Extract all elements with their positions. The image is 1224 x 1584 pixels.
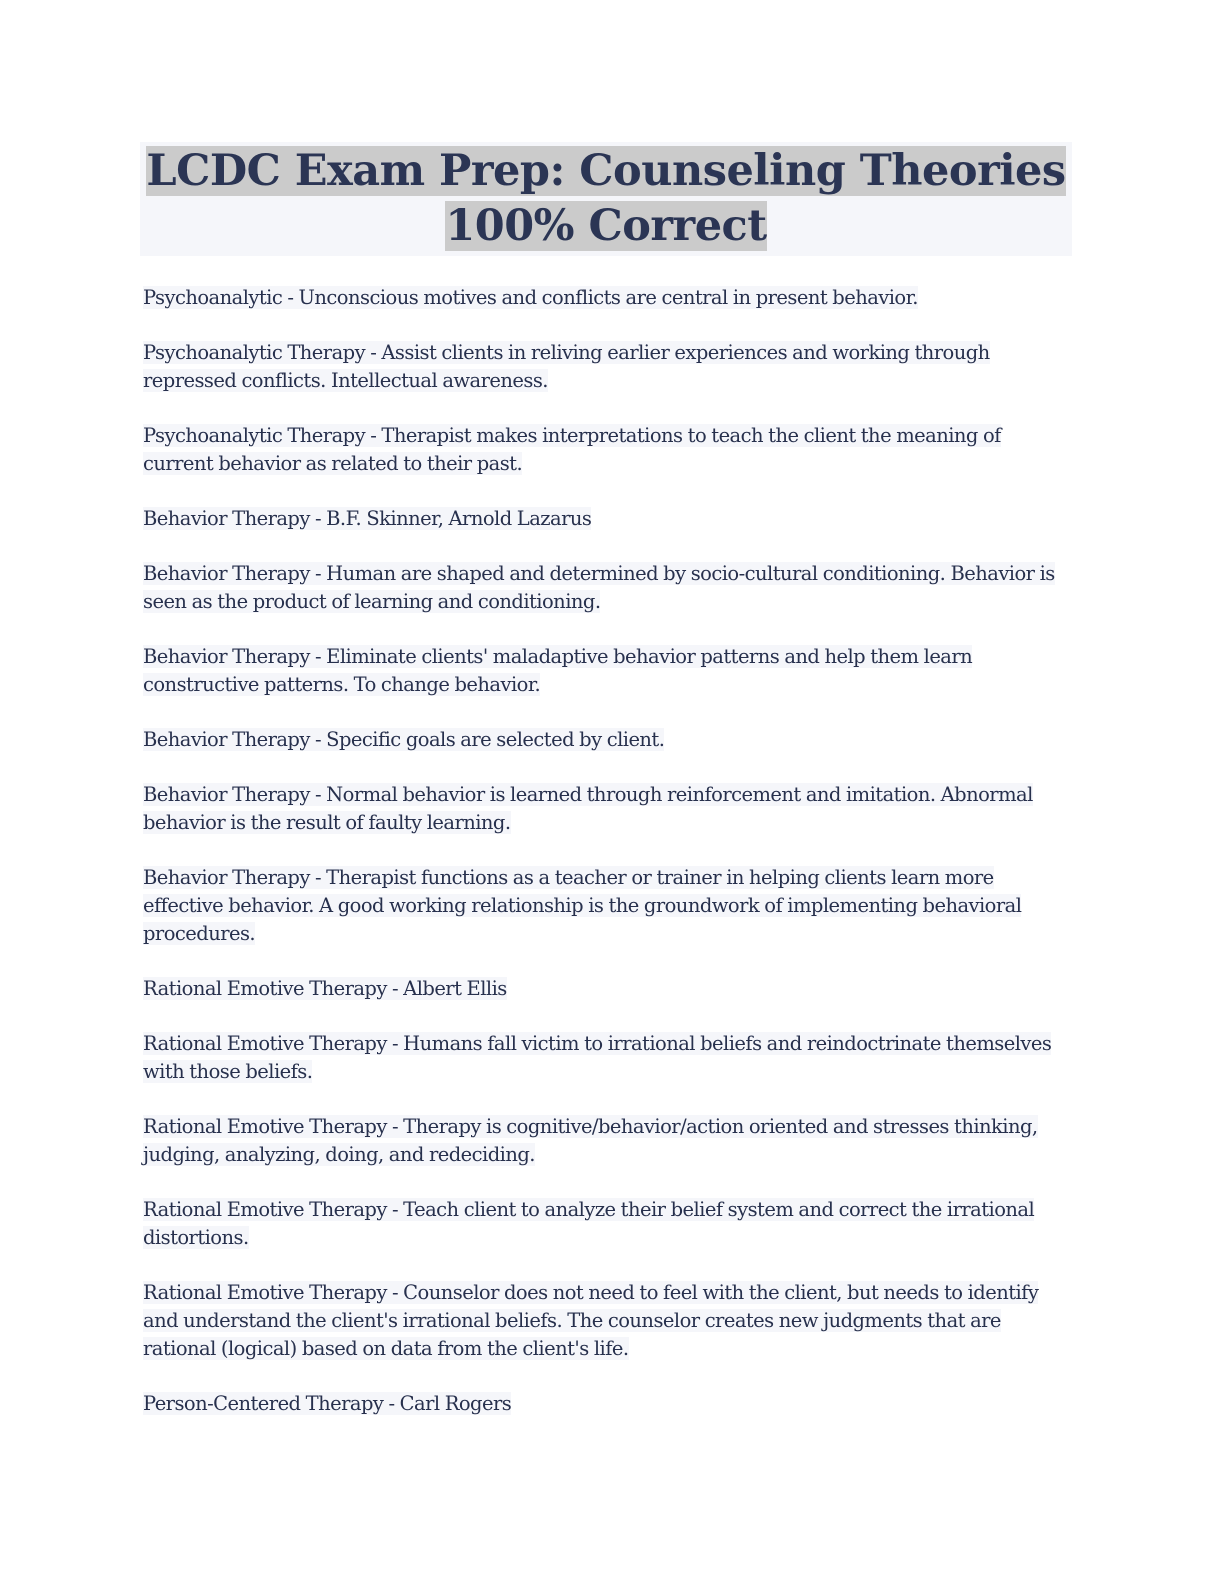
list-item: Psychoanalytic Therapy - Therapist makes interpretations to teach the client the meaning of current behavior as related to their past. xyxy=(143,424,1001,475)
title-line-1: LCDC Exam Prep: Counseling Theories xyxy=(146,146,1066,196)
list-item: Psychoanalytic Therapy - Assist clients in reliving earlier experiences and working through repressed conflicts. Intellectual awareness. xyxy=(143,341,990,392)
list-item: Rational Emotive Therapy - Therapy is cognitive/behavior/action oriented and stresses thinking, judging, analyzing, doing, and redeciding. xyxy=(143,1115,1038,1166)
list-item: Behavior Therapy - Therapist functions as a teacher or trainer in helping clients learn more effective behavior. A good working relationship is the groundwork of implementing behavioral procedures. xyxy=(143,866,1022,945)
list-item: Behavior Therapy - Eliminate clients' maladaptive behavior patterns and help them learn constructive patterns. To change behavior. xyxy=(143,645,973,696)
list-item: Behavior Therapy - Human are shaped and determined by socio-cultural conditioning. Behavior is seen as the product of learning and conditioning. xyxy=(143,562,1055,613)
document-title xyxy=(140,142,1072,256)
list-item: Psychoanalytic - Unconscious motives and conflicts are central in present behavior. xyxy=(143,286,918,309)
list-item: Rational Emotive Therapy - Humans fall victim to irrational beliefs and reindoctrinate themselves with those beliefs. xyxy=(143,1032,1052,1083)
list-item: Behavior Therapy - B.F. Skinner, Arnold Lazarus xyxy=(143,507,592,530)
list-item: Person-Centered Therapy - Carl Rogers xyxy=(143,1392,512,1415)
list-item: Rational Emotive Therapy - Teach client to analyze their belief system and correct the irrational distortions. xyxy=(143,1198,1035,1249)
title-line-2: 100% Correct xyxy=(445,201,767,251)
list-item: Behavior Therapy - Specific goals are selected by client. xyxy=(143,728,665,751)
entry-list xyxy=(140,284,1072,1418)
list-item: Behavior Therapy - Normal behavior is learned through reinforcement and imitation. Abnormal behavior is the result of faulty learning. xyxy=(143,783,1033,834)
list-item: Rational Emotive Therapy - Counselor does not need to feel with the client, but needs to identify and understand the client's irrational beliefs. The counselor creates new judgments that are rational (logical) based on data from the client's life. xyxy=(143,1281,1039,1360)
document-page xyxy=(140,142,1072,1445)
list-item: Rational Emotive Therapy - Albert Ellis xyxy=(143,977,507,1000)
